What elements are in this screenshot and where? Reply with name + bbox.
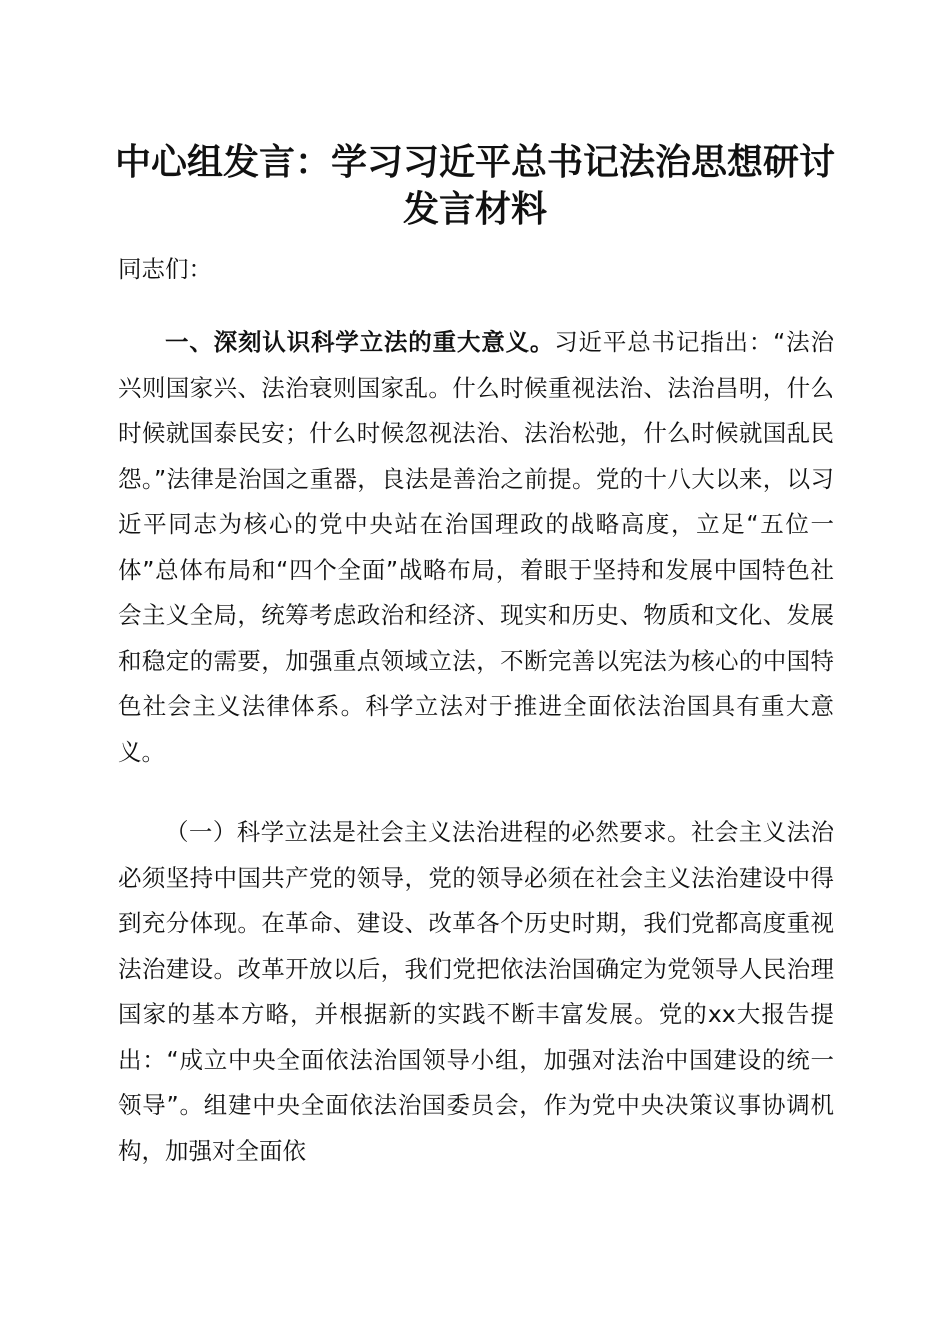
subsection-1-paragraph bbox=[118, 810, 834, 1174]
section-1-paragraph bbox=[118, 320, 834, 775]
document-title-line-2: 发言材料 bbox=[402, 188, 547, 230]
section-1-heading: 一、深刻认识科学立法的重大意义。 bbox=[165, 328, 555, 356]
section-1-text: 习近平总书记指出：“法治兴则国家兴、法治衰则国家乱。什么时候重视法治、法治昌明，什么时候就国泰民安；什么时候忽视法治、法治松弛，什么时候就国乱民怨。”法律是治国之重器，良法是善治之前提。党的十八大以来，以习近平同志为核心的党中央站在治国理政的战略高度，立足“五位一体”总体布局和“四个全面”战略布局，着眼于坚持和发展中国特色社会主义全局，统筹考虑政治和经济、现实和历史、物质和文化、发展和稳定的需要，加强重点领域立法，不断完善以宪法为核心的中国特色社会主义法律体系。科学立法对于推进全面依法治国具有重大意义。 bbox=[118, 328, 834, 766]
subsection-1-text: 社会主义法治必须坚持中国共产党的领导，党的领导必须在社会主义法治建设中得到充分体现。在革命、建设、改革各个历史时期，我们党都高度重视法治建设。改革开放以后，我们党把依法治国确定为党领导人民治理国家的基本方略，并根据新的实践不断丰富发展。党的xx大报告提出：“成立中央全面依法治国领导小组，加强对法治中国建设的统一领导”。组建中央全面依法治国委员会，作为党中央决策议事协调机构，加强对全面依 bbox=[118, 818, 835, 1165]
document-title-line-1: 中心组发言：学习习近平总书记法治思想研讨 bbox=[114, 141, 835, 183]
subsection-1-heading: （一）科学立法是社会主义法治进程的必然要求。 bbox=[165, 818, 691, 846]
greeting: 同志们： bbox=[118, 255, 212, 283]
